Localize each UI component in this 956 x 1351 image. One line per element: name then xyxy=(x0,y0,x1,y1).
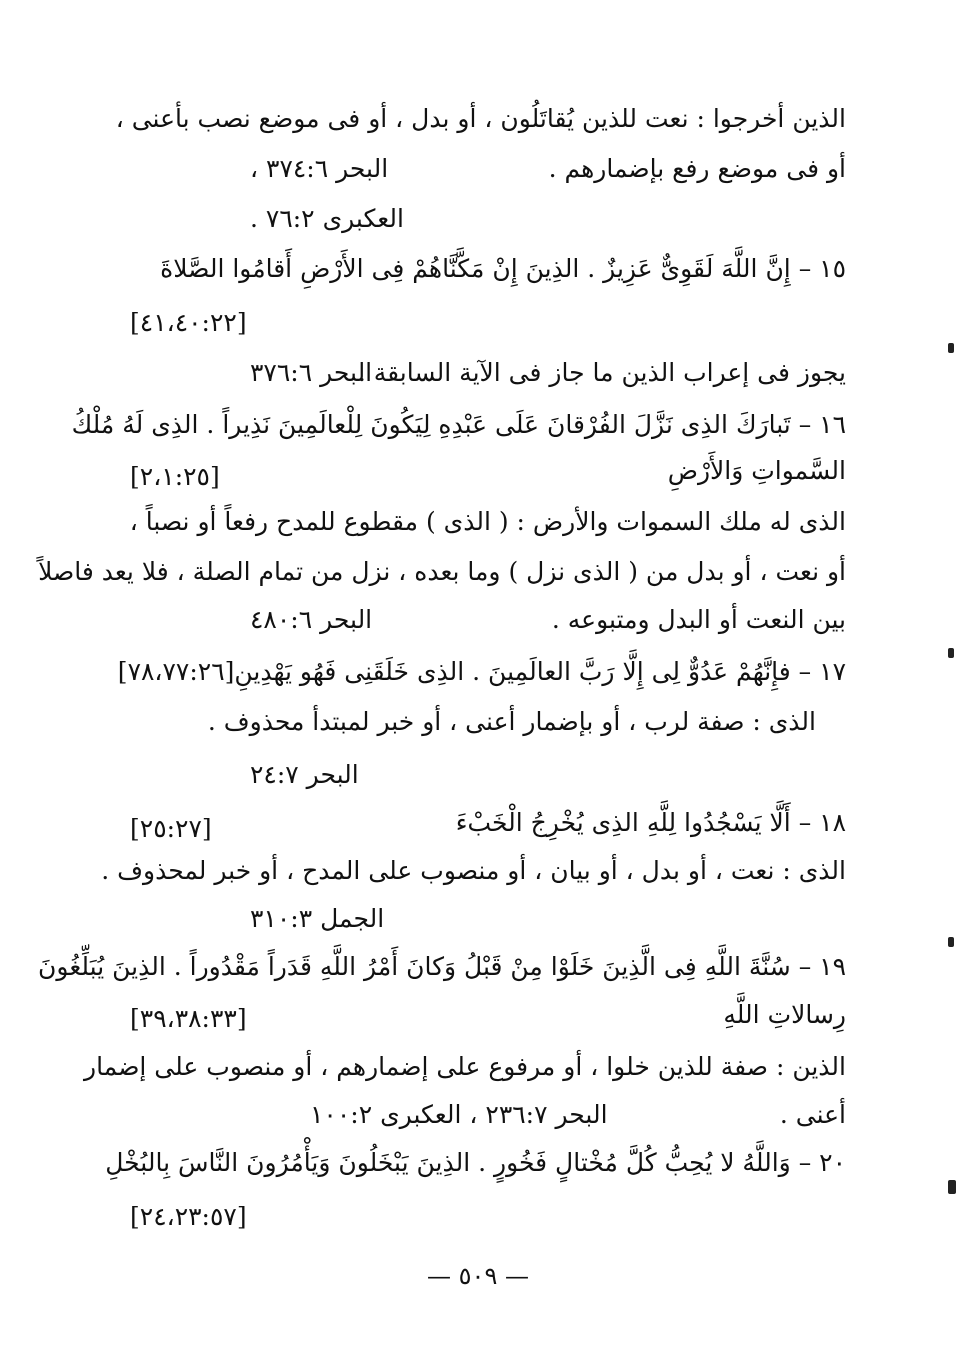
source-citation: البحر ٣٧٦:٦ xyxy=(250,358,373,387)
verse-line: السَّمواتِ وَالأَرْضِ xyxy=(667,456,846,485)
source-citation: البحر ٣٧٤:٦ ، xyxy=(250,154,389,183)
verse-reference: [٢،١:٢٥] xyxy=(130,462,220,491)
text-line: الذين : صفة للذين خلوا ، أو مرفوع على إضمارهم ، أو منصوب على إضمار xyxy=(84,1052,846,1081)
verse-line: ١٨ – أَلَّا يَسْجُدُوا لِلَّهِ الذِى يُخْرِجُ الْخَبْءَ xyxy=(455,808,846,837)
margin-mark xyxy=(948,937,954,947)
page-number: — ٥٠٩ — xyxy=(427,1262,529,1290)
margin-mark xyxy=(948,1180,956,1194)
text-line: الذى له ملك السموات والأرض : ( الذى ) مقطوع للمدح رفعاً أو نصباً ، xyxy=(129,507,846,536)
verse-reference: [٤١،٤٠:٢٢] xyxy=(130,308,247,337)
verse-line: ٢٠ – وَاللَّهُ لا يُحِبُّ كُلَّ مُخْتالٍ فَخُورٍ . الذِينَ يَبْخَلُونَ وَيَأْمُرُونَ النَّاسَ بِالبُخْلِ xyxy=(105,1148,846,1177)
margin-mark xyxy=(948,648,954,658)
verse-reference: [٢٥:٢٧] xyxy=(130,814,212,843)
text-line: أعنى . xyxy=(779,1100,846,1129)
text-line: الذين أخرجوا : نعت للذين يُقاتَلُون ، أو بدل ، أو فى موضع نصب بأعنى ، xyxy=(115,104,846,133)
verse-line: ١٧ – فإِنَّهُمْ عَدُوٌّ لِى إِلَّا رَبَّ العالَمِينَ . الذِى خَلَقَنِى فَهُو يَهْدِينِ[٧٨،٧٧:٢٦] xyxy=(117,657,846,686)
text-line: أو فى موضع رفع بإضمارهم . xyxy=(548,154,846,183)
verse-line: ١٦ – تَبارَكَ الذِى نَزَّلَ الفُرْقانَ عَلَى عَبْدِهِ لِيَكُونَ لِلْعالَمِينَ نَذِيراً . الذِى لَهُ مُلْكُ xyxy=(71,410,846,439)
text-line: أو نعت ، أو بدل من ( الذى نزل ) وما بعده ، نزل من تمام الصلة ، فلا يعد فاصلاً xyxy=(38,557,846,586)
text-line: بين النعت أو البدل ومتبوعه . xyxy=(551,605,846,634)
source-citation: البحر ٢٣٦:٧ ، العكبرى ١٠٠:٢ xyxy=(310,1100,608,1129)
source-citation: العكبرى ٧٦:٢ . xyxy=(250,204,404,233)
text-line: الذى : صفة لرب ، أو بإضمار أعنى ، أو خبر لمبتدأ محذوف . xyxy=(207,707,816,736)
verse-line: ١٥ – إِنَّ اللَّهَ لَقَوِىٌّ عَزِيزٌ . الذِينَ إِنْ مَكَّنَّاهُمْ فِى الأَرْضِ أَقامُوا الصَّلاةَ xyxy=(160,254,846,283)
verse-line: رِسالاتِ اللَّهِ xyxy=(723,1000,846,1029)
text-line: يجوز فى إعراب الذين ما جاز فى الآية السابقة . xyxy=(357,358,846,387)
source-citation: البحر ٤٨٠:٦ xyxy=(250,605,373,634)
verse-reference: [٢٤،٢٣:٥٧] xyxy=(130,1202,247,1231)
text-line: الذى : نعت ، أو بدل ، أو بيان ، أو منصوب على المدح ، أو خبر لمحذوف . xyxy=(101,856,846,885)
source-citation: البحر ٢٤:٧ xyxy=(250,760,359,789)
source-citation: الجمل ٣١٠:٣ xyxy=(250,904,385,933)
margin-mark xyxy=(948,343,954,353)
verse-reference: [٣٩،٣٨:٣٣] xyxy=(130,1004,247,1033)
verse-line: ١٩ – سُنَّةَ اللَّهِ فِى الَّذِينَ خَلَوْا مِنْ قَبْلُ وَكانَ أَمْرُ اللَّهِ قَدَراً مَقْدُوراً . الذِينَ يُبَلِّغُونَ xyxy=(38,952,846,981)
